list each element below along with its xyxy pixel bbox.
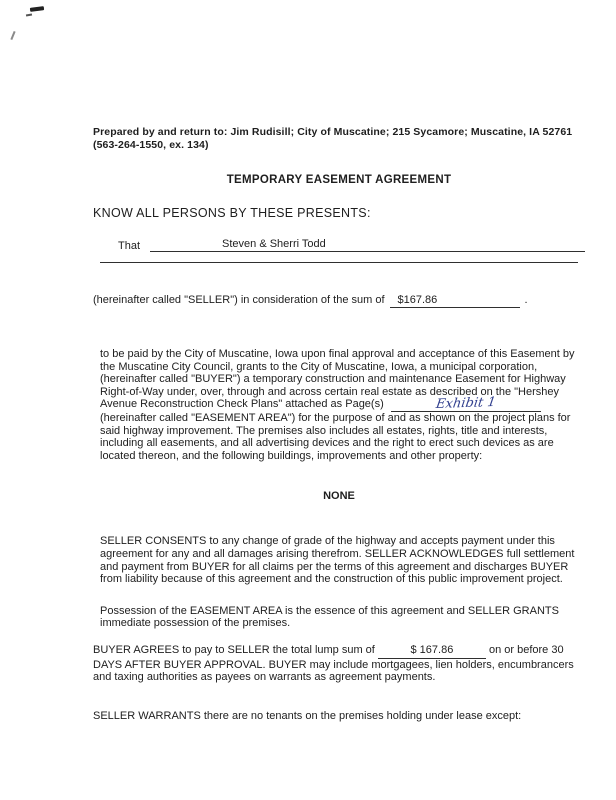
grant-paragraph [100,348,583,412]
consideration-prefix: (hereinafter called "SELLER") in consideration of the sum of [93,294,385,306]
document-content [93,126,585,722]
prepared-by-line: Prepared by and return to: Jim Rudisill; City of Muscatine; 215 Sycamore; Muscatine, IA 52761 (563-264-1550, ex. 134) [93,126,573,151]
consideration-line [93,294,585,308]
scan-artifact [26,13,32,16]
seller-name-row [93,238,585,252]
possession-paragraph: Possession of the EASEMENT AREA is the essence of this agreement and SELLER GRANTS immediate possession of the premises. [100,604,559,630]
seller-consents-paragraph: SELLER CONSENTS to any change of grade of the highway and accepts payment under this agreement for any and all damages arising therefrom. SELLER ACKNOWLEDGES full settlement and payment from BUYER for all claims per the terms of this agreement and discharges BUYER from liability because of this agreement and the construction of this public improvement project. [100,535,575,586]
buyer-agrees-suffix: on or before 30 DAYS AFTER BUYER APPROVAL. BUYER may include mortgagees, lien holders, encumbrancers and taxing authorities as payees on warrants as agreement payments. [93,643,574,684]
seller-name-value: Steven & Sherri Todd [222,238,326,250]
consideration-amount-field [390,294,520,308]
lump-sum-value: $ 167.86 [410,643,454,656]
seller-warrants-paragraph: SELLER WARRANTS there are no tenants on the premises holding under lease except: [93,709,522,722]
lump-sum-field [378,644,486,659]
seller-name-field [150,238,585,252]
exhibit-handwritten-value: Exhibit 1 [434,395,497,413]
scan-artifact [30,6,44,12]
none-label: NONE [323,490,355,503]
consideration-amount-value: $167.86 [397,294,438,306]
grant-paragraph-text: to be paid by the City of Muscatine, Iowa upon final approval and acceptance of this Easement by the Muscatine City Council, grants to the City of Muscatine, Iowa, a municipal corporation, (hereinafter called "BUYER") a temporary construction and maintenance Easement for Highway Right-of-Way under, over, through and across certain real estate as described on the "Hershey Avenue Reconstruction Check Plans" attached as Page(s) [100,348,575,411]
buyer-agrees-paragraph [93,644,585,684]
scan-artifact [10,31,15,40]
buyer-agrees-prefix: BUYER AGREES to pay to SELLER the total lump sum of [93,643,375,656]
presents-heading: KNOW ALL PERSONS BY THESE PRESENTS: [93,206,371,220]
document-title: TEMPORARY EASEMENT AGREEMENT [226,174,452,186]
easement-area-paragraph: (hereinafter called "EASEMENT AREA") for the purpose of and as shown on the project plans for said highway improvement. The premises also includes all estates, rights, title and interests, including all easements, and all advertising devices and the right to erect such devices as are located thereon, and the following buildings, improvements and other property: [100,411,571,462]
consideration-period: . [524,294,528,306]
that-label: That [118,240,141,252]
seller-name-blank-line [100,262,578,263]
exhibit-field [391,395,541,413]
